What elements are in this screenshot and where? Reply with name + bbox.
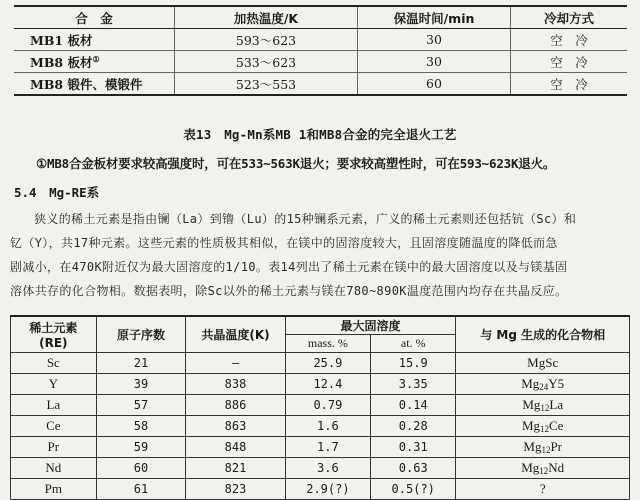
header-element [11, 316, 97, 353]
compound-element: Y5 [548, 376, 565, 391]
time-cell: 30 [358, 51, 511, 73]
eutectic-temp-cell: 863 [186, 416, 285, 437]
annealing-table [14, 5, 627, 96]
at-percent-cell: 0.28 [371, 416, 456, 437]
header-max-solubility: 最大固溶度 [285, 316, 456, 335]
rare-earth-table [10, 315, 630, 500]
atomic-number-cell: 21 [96, 353, 186, 374]
time-cell: 30 [358, 29, 511, 51]
atomic-number-cell: 61 [96, 479, 186, 500]
table-row [11, 374, 630, 395]
cool-cell: 空 冷 [511, 73, 628, 96]
temp-cell: 533～623 [175, 51, 358, 73]
table-row [11, 479, 630, 500]
compound-subscript: 12 [541, 445, 551, 455]
alloy-cell [14, 29, 175, 51]
compound-element: Nd [548, 460, 565, 475]
paragraph-line: 狭义的稀土元素是指由镧（La）到镥（Lu）的15种镧系元素，广义的稀土元素则还包括钪（Sc）和 [34, 212, 577, 226]
compound-cell [456, 353, 630, 374]
element-cell: Ce [11, 416, 97, 437]
header-at-percent: at. % [371, 335, 456, 353]
temp-cell: 593～623 [175, 29, 358, 51]
eutectic-temp-cell: 823 [186, 479, 285, 500]
compound-subscript: 12 [540, 424, 549, 434]
table-row [14, 73, 627, 96]
compound-cell [456, 395, 630, 416]
mass-percent-cell: 25.9 [285, 353, 370, 374]
table13-caption: 表13 Mg-Mn系MB 1和MB8合金的完全退火工艺 [183, 127, 457, 142]
header-holding-time: 保温时间/min [358, 6, 511, 29]
compound-subscript: 24 [539, 382, 549, 392]
header-heating-temp: 加热温度/K [175, 6, 358, 29]
section-heading: 5.4 Mg-RE系 [14, 185, 100, 200]
compound-base: Mg [522, 397, 541, 412]
compound-element: La [549, 397, 564, 412]
atomic-number-cell: 60 [96, 458, 186, 479]
element-cell: Nd [11, 458, 97, 479]
atomic-number-cell: 58 [96, 416, 186, 437]
table-row [11, 416, 630, 437]
paragraph-line: 溶体共存的化合物相。数据表明，除Sc以外的稀土元素与镁在780~890K温度范围内均存在共晶反应。 [10, 284, 568, 298]
header-element-sub: (RE) [39, 336, 68, 350]
header-element-label: 稀土元素 [29, 321, 78, 335]
alloy-cell [14, 51, 175, 73]
paragraph-line: 剧减小，在470K附近仅为最大固溶度的1/10。表14列出了稀土元素在镁中的最大固溶度以及与镁基固 [10, 260, 568, 274]
paragraph-line: 钇（Y），共17种元素。这些元素的性质极其相似，在镁中的固溶度较大，且固溶度随温度的降低而急 [10, 236, 558, 250]
compound-subscript: 12 [539, 466, 549, 476]
mass-percent-cell: 12.4 [285, 374, 370, 395]
compound-cell [456, 416, 630, 437]
compound-element: Pr [550, 439, 563, 454]
table-header-row [11, 316, 630, 335]
at-percent-cell: 0.63 [371, 458, 456, 479]
table-row [11, 458, 630, 479]
alloy-name: MB1 板材 [30, 32, 93, 48]
footnote-mark: ① [92, 53, 100, 64]
header-cooling: 冷却方式 [511, 6, 628, 29]
table-row [11, 437, 630, 458]
compound-cell [456, 374, 630, 395]
compound-cell [456, 458, 630, 479]
atomic-number-cell: 59 [96, 437, 186, 458]
eutectic-temp-cell: 886 [186, 395, 285, 416]
atomic-number-cell: 39 [96, 374, 186, 395]
compound-base: MgSc [527, 355, 559, 370]
header-mass-percent: mass. % [285, 335, 370, 353]
alloy-name: MB8 锻件、模锻件 [30, 76, 143, 92]
at-percent-cell: 3.35 [371, 374, 456, 395]
element-cell: Pm [11, 479, 97, 500]
mass-percent-cell: 1.6 [285, 416, 370, 437]
mass-percent-cell: 3.6 [285, 458, 370, 479]
compound-base: Mg [521, 460, 540, 475]
eutectic-temp-cell: — [186, 353, 285, 374]
compound-base: Mg [521, 376, 540, 391]
cool-cell: 空 冷 [511, 51, 628, 73]
header-compound: 与 Mg 生成的化合物相 [456, 316, 630, 353]
compound-subscript: 12 [540, 403, 550, 413]
compound-base: Mg [523, 439, 542, 454]
alloy-name: MB8 板材 [30, 54, 93, 70]
mass-percent-cell: 0.79 [285, 395, 370, 416]
compound-base: ? [539, 481, 546, 496]
at-percent-cell: 0.31 [371, 437, 456, 458]
table-row [11, 353, 630, 374]
element-cell: Sc [11, 353, 97, 374]
element-cell: Pr [11, 437, 97, 458]
eutectic-temp-cell: 838 [186, 374, 285, 395]
table-row [11, 395, 630, 416]
eutectic-temp-cell: 848 [186, 437, 285, 458]
at-percent-cell: 15.9 [371, 353, 456, 374]
eutectic-temp-cell: 821 [186, 458, 285, 479]
cool-cell: 空 冷 [511, 29, 628, 51]
table-header-row [14, 6, 627, 29]
compound-element: Ce [549, 418, 564, 433]
time-cell: 60 [358, 73, 511, 96]
at-percent-cell: 0.5(?) [371, 479, 456, 500]
table13-footnote: ①MB8合金板材要求较高强度时，可在533~563K退火；要求较高塑性时，可在593~623K退火。 [36, 156, 556, 171]
compound-cell [456, 437, 630, 458]
compound-cell [456, 479, 630, 500]
atomic-number-cell: 57 [96, 395, 186, 416]
at-percent-cell: 0.14 [371, 395, 456, 416]
table-row [14, 29, 627, 51]
body-paragraph [10, 207, 632, 303]
header-eutectic-temp: 共晶温度(K) [186, 316, 285, 353]
compound-base: Mg [521, 418, 540, 433]
alloy-cell [14, 73, 175, 96]
header-alloy: 合 金 [14, 6, 175, 29]
temp-cell: 523～553 [175, 73, 358, 96]
header-atomic-number: 原子序数 [96, 316, 186, 353]
element-cell: La [11, 395, 97, 416]
mass-percent-cell: 2.9(?) [285, 479, 370, 500]
element-cell: Y [11, 374, 97, 395]
table-row [14, 51, 627, 73]
mass-percent-cell: 1.7 [285, 437, 370, 458]
